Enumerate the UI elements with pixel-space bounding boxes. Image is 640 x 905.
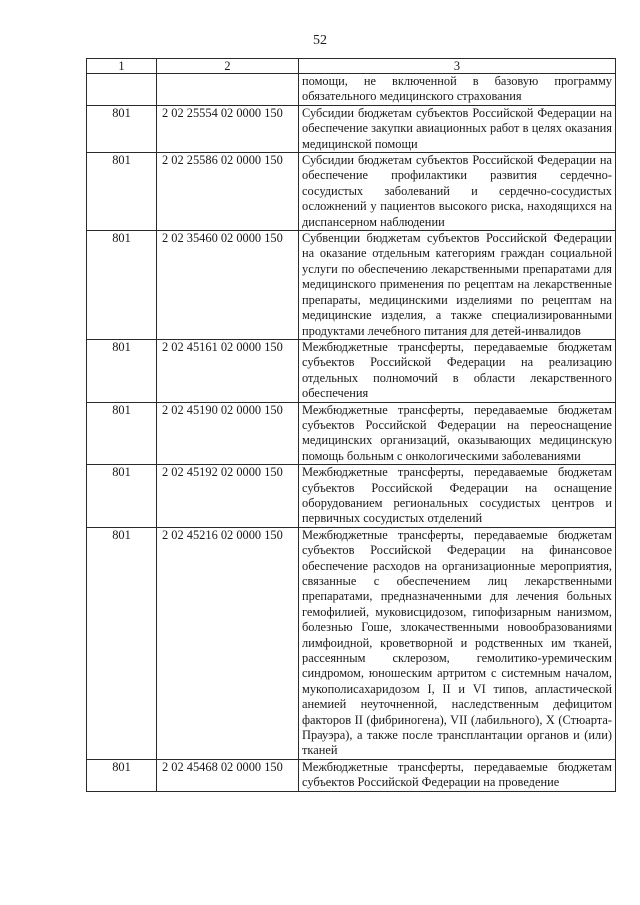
description-cell: Субвенции бюджетам субъектов Российской Федерации на оказание отдельным категориям граждан социальной услуги по обеспечению лекарственными препаратами для медицинского применения по рецептам на лекарственные препараты, медицинскими изделиями по рецептам на медицинские изделия, а также специализированными продуктами лечебного питания для детей-инвалидов	[299, 231, 616, 340]
kbk-code-cell: 2 02 45192 02 0000 150	[157, 465, 299, 528]
admin-code-cell: 801	[87, 339, 157, 402]
description-cell: Межбюджетные трансферты, передаваемые бюджетам субъектов Российской Федерации на оснащение оборудованием региональных сосудистых центров и первичных сосудистых отделений	[299, 465, 616, 528]
page-number: 52	[313, 33, 327, 48]
table-row	[87, 105, 616, 152]
table-row	[87, 74, 616, 106]
table-header-row	[87, 59, 616, 74]
description-cell: Межбюджетные трансферты, передаваемые бюджетам субъектов Российской Федерации на реализацию отдельных полномочий в области лекарственного обеспечения	[299, 339, 616, 402]
admin-code-cell: 801	[87, 231, 157, 340]
admin-code-cell: 801	[87, 105, 157, 152]
admin-code-cell	[87, 74, 157, 106]
kbk-code-cell	[157, 74, 299, 106]
description-cell: Межбюджетные трансферты, передаваемые бюджетам субъектов Российской Федерации на проведение	[299, 759, 616, 791]
budget-classification-table	[86, 58, 616, 792]
table-row	[87, 759, 616, 791]
description-cell: Субсидии бюджетам субъектов Российской Федерации на обеспечение профилактики развития сердечно-сосудистых заболеваний и сердечно-сосудистых осложнений у пациентов высокого риска, находящихся на диспансерном наблюдении	[299, 153, 616, 231]
description-cell: помощи, не включенной в базовую программу обязательного медицинского страхования	[299, 74, 616, 106]
header-cell-1: 1	[87, 59, 157, 74]
table-row	[87, 339, 616, 402]
header-cell-2: 2	[157, 59, 299, 74]
kbk-code-cell: 2 02 25554 02 0000 150	[157, 105, 299, 152]
kbk-code-cell: 2 02 45161 02 0000 150	[157, 339, 299, 402]
admin-code-cell: 801	[87, 465, 157, 528]
admin-code-cell: 801	[87, 153, 157, 231]
kbk-code-cell: 2 02 45468 02 0000 150	[157, 759, 299, 791]
admin-code-cell: 801	[87, 759, 157, 791]
table-row	[87, 465, 616, 528]
description-cell: Межбюджетные трансферты, передаваемые бюджетам субъектов Российской Федерации на переоснащение медицинских организаций, оказывающих медицинскую помощь больным с онкологическими заболеваниями	[299, 402, 616, 465]
table-row	[87, 402, 616, 465]
kbk-code-cell: 2 02 35460 02 0000 150	[157, 231, 299, 340]
kbk-code-cell: 2 02 45190 02 0000 150	[157, 402, 299, 465]
table-row	[87, 231, 616, 340]
description-cell: Субсидии бюджетам субъектов Российской Федерации на обеспечение закупки авиационных работ в целях оказания медицинской помощи	[299, 105, 616, 152]
table-row	[87, 527, 616, 759]
kbk-code-cell: 2 02 25586 02 0000 150	[157, 153, 299, 231]
header-cell-3: 3	[299, 59, 616, 74]
description-cell: Межбюджетные трансферты, передаваемые бюджетам субъектов Российской Федерации на финансовое обеспечение расходов на организационные мероприятия, связанные с обеспечением лиц лекарственными препаратами, предназначенными для лечения больных гемофилией, муковисцидозом, гипофизарным нанизмом, болезнью Гоше, злокачественными новообразованиями лимфоидной, кроветворной и родственных им тканей, рассеянным склерозом, гемолитико-уремическим синдромом, юношеским артритом с системным началом, мукополисахаридозом I, II и VI типов, апластической анемией неуточненной, наследственным дефицитом факторов II (фибриногена), VII (лабильного), X (Стюарта-Прауэра), а также после трансплантации органов и (или) тканей	[299, 527, 616, 759]
admin-code-cell: 801	[87, 527, 157, 759]
admin-code-cell: 801	[87, 402, 157, 465]
table-row	[87, 153, 616, 231]
kbk-code-cell: 2 02 45216 02 0000 150	[157, 527, 299, 759]
